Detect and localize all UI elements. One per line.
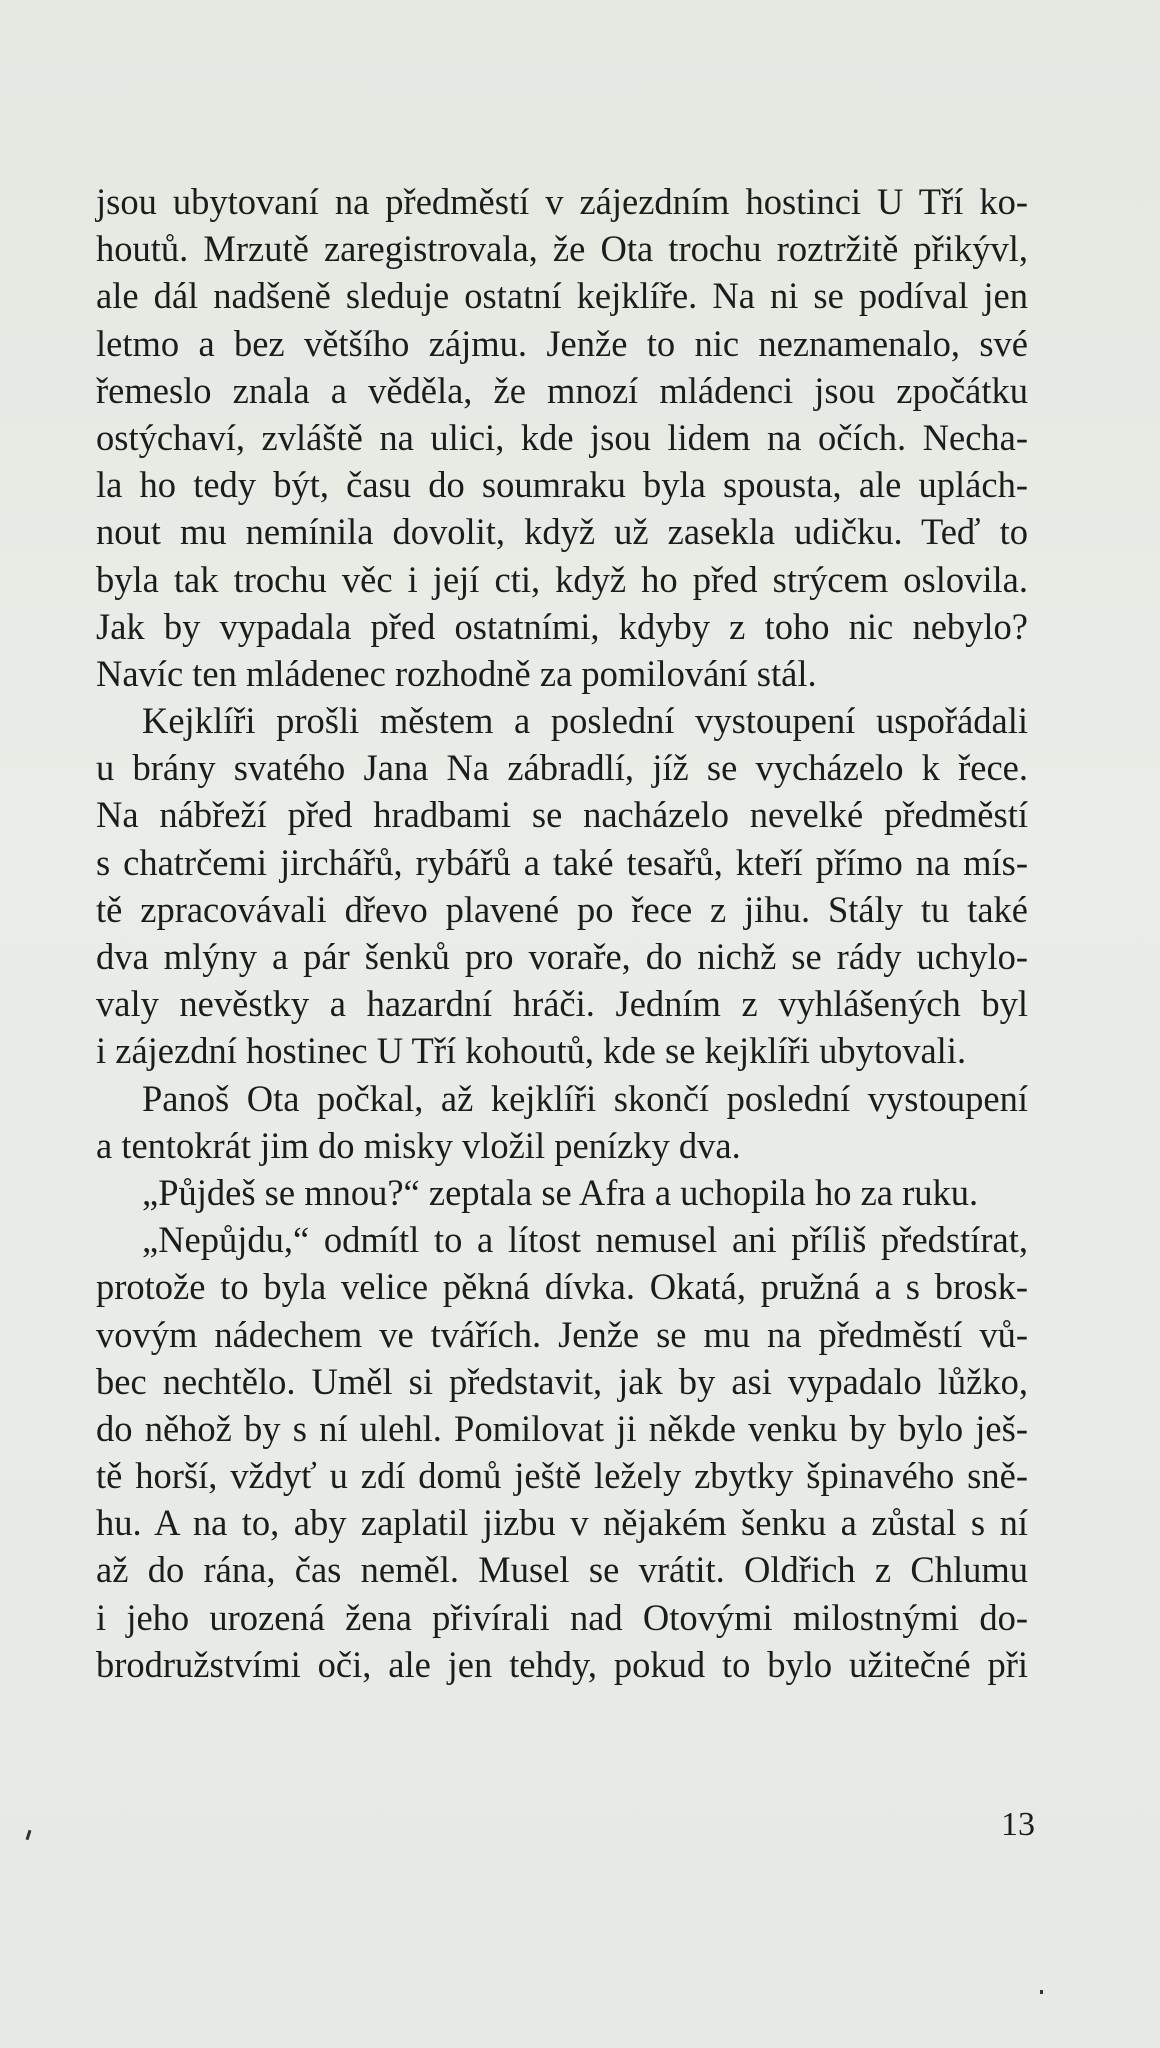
text-line: Jak by vypadala před ostatními, kdyby z toho nic nebylo? [96, 605, 1028, 647]
text-line: Panoš Ota počkal, až kejklíři skončí poslední vystoupení [142, 1077, 1028, 1119]
text-line: a tentokrát jim do misky vložil penízky dva. [96, 1124, 741, 1166]
text-line: i zájezdní hostinec U Tří kohoutů, kde se kejklíři ubytovali. [96, 1030, 967, 1072]
text-line: i jeho urozená žena přivírali nad Otovými milostnými do- [96, 1596, 1028, 1638]
text-line: bec nechtělo. Uměl si představit, jak by asi vypadalo lůžko, [96, 1360, 1028, 1402]
text-line: s chatrčemi jirchářů, rybářů a také tesařů, kteří přímo na mís- [96, 841, 1028, 883]
text-line: byla tak trochu věc i její cti, když ho před strýcem oslovila. [96, 558, 1028, 600]
text-line: nout mu nemínila dovolit, když už zasekla udičku. Teď to [96, 511, 1028, 553]
page-number: 13 [1001, 1806, 1035, 1843]
text-line: la ho tedy být, času do soumraku byla spousta, ale uplách- [96, 464, 1028, 506]
text-line: houtů. Mrzutě zaregistrovala, že Ota trochu roztržitě přikývl, [96, 228, 1028, 270]
text-line: řemeslo znala a věděla, že mnozí mládenci jsou zpočátku [96, 369, 1028, 411]
text-line: valy nevěstky a hazardní hráči. Jedním z vyhlášených byl [96, 983, 1028, 1025]
text-line: dva mlýny a pár šenků pro voraře, do nichž se rády uchylo- [96, 936, 1028, 977]
text-line: jsou ubytovaní na předměstí v zájezdním hostinci U Tří ko- [96, 181, 1028, 222]
text-line: u brány svatého Jana Na zábradlí, jíž se vycházelo k řece. [96, 747, 1028, 789]
text-line: „Nepůjdu,“ odmítl to a lítost nemusel ani příliš předstírat, [142, 1219, 1028, 1261]
text-line: „Půjdeš se mnou?“ zeptala se Afra a uchopila ho za ruku. [142, 1171, 979, 1213]
text-line: do něhož by s ní ulehl. Pomilovat ji někde venku by bylo ješ- [96, 1407, 1028, 1449]
scan-speck [1040, 1990, 1043, 1994]
text-line: brodružstvími oči, ale jen tehdy, pokud to bylo užitečné při [96, 1643, 1028, 1685]
text-line: vovým nádechem ve tvářích. Jenže se mu na předměstí vů- [96, 1313, 1028, 1355]
text-line: tě zpracovávali dřevo plavené po řece z jihu. Stály tu také [96, 888, 1028, 930]
text-line: ostýchaví, zvláště na ulici, kde jsou lidem na očích. Necha- [96, 416, 1028, 458]
text-line: Na nábřeží před hradbami se nacházelo nevelké předměstí [96, 794, 1028, 836]
text-line: až do rána, čas neměl. Musel se vrátit. Oldřich z Chlumu [96, 1549, 1028, 1591]
text-line: protože to byla velice pěkná dívka. Okatá, pružná a s brosk- [96, 1266, 1028, 1308]
text-line: Navíc ten mládenec rozhodně za pomilování stál. [96, 652, 817, 694]
body-text [96, 178, 1028, 1688]
text-line: hu. A na to, aby zaplatil jizbu v nějakém šenku a zůstal s ní [96, 1502, 1028, 1544]
text-line: Kejklíři prošli městem a poslední vystoupení uspořádali [142, 700, 1028, 742]
text-line: ale dál nadšeně sleduje ostatní kejklíře. Na ni se podíval jen [96, 275, 1028, 317]
text-line: tě horší, vždyť u zdí domů ještě ležely zbytky špinavého sně- [96, 1455, 1028, 1497]
scan-speck [26, 1830, 32, 1840]
text-line: letmo a bez většího zájmu. Jenže to nic neznamenalo, své [96, 322, 1028, 364]
